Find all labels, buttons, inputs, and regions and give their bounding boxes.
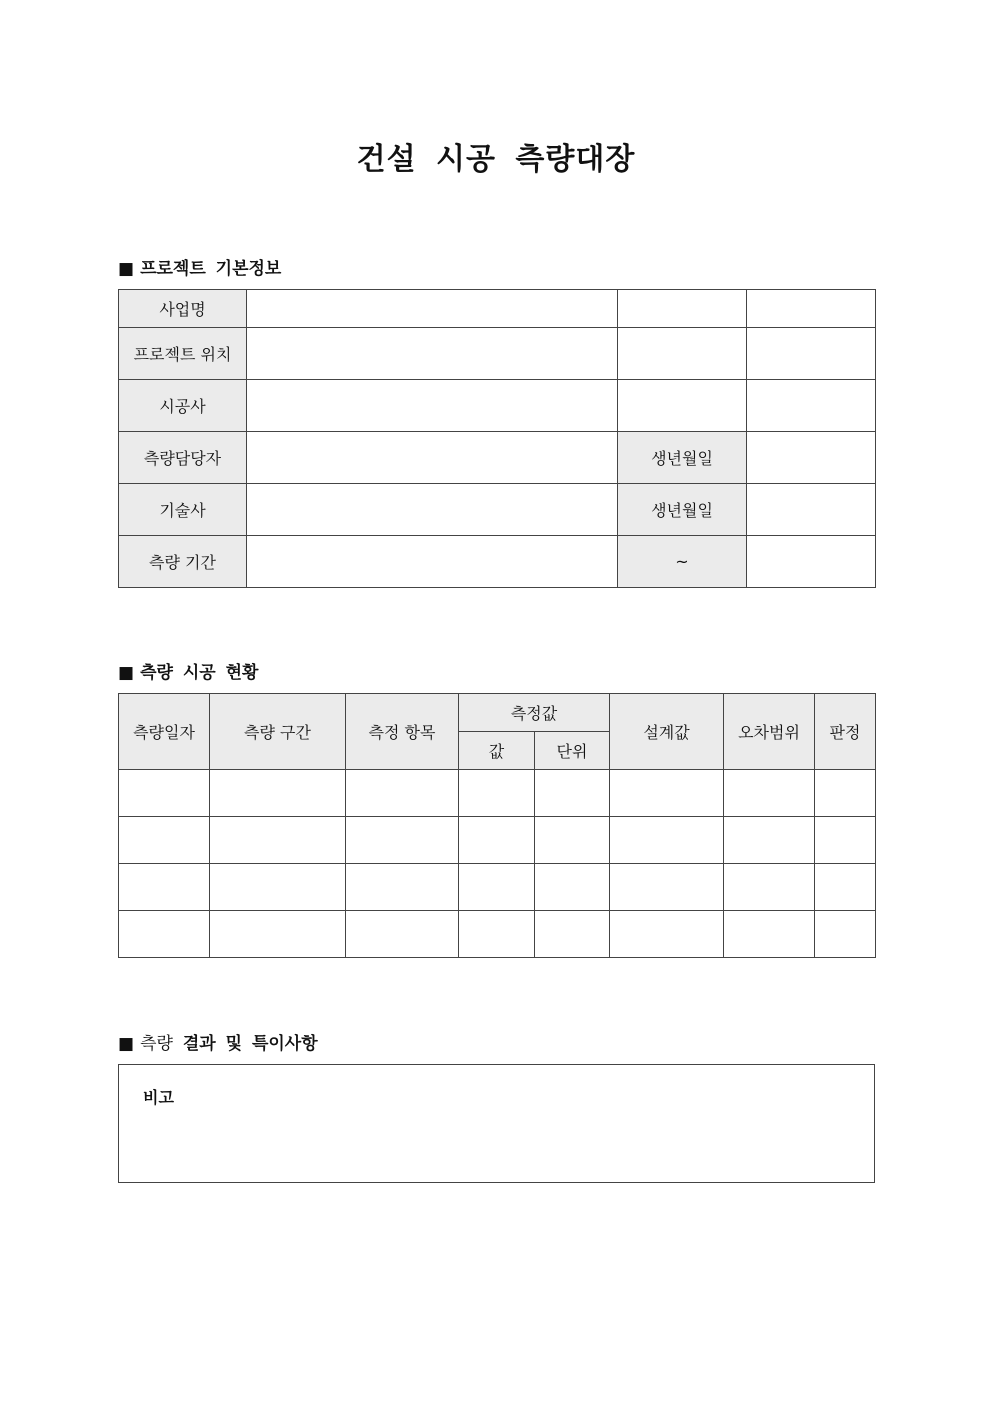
cell-design[interactable] bbox=[610, 770, 724, 817]
survey-status-table bbox=[118, 693, 876, 958]
cell-tolerance[interactable] bbox=[724, 770, 815, 817]
table-row bbox=[119, 911, 876, 958]
page-title: 건설 시공 측량대장 bbox=[356, 142, 636, 177]
table-row bbox=[119, 770, 876, 817]
cell-design[interactable] bbox=[610, 864, 724, 911]
cell-date[interactable] bbox=[119, 817, 210, 864]
header-tolerance: 오차범위 bbox=[724, 694, 815, 770]
value-project-location[interactable] bbox=[247, 328, 618, 380]
cell-section[interactable] bbox=[210, 770, 346, 817]
extra-label-cell bbox=[618, 380, 747, 432]
value-period-start[interactable] bbox=[247, 536, 618, 588]
cell-value[interactable] bbox=[459, 817, 535, 864]
header-value: 값 bbox=[459, 732, 535, 770]
label-project-name: 사업명 bbox=[119, 290, 247, 328]
cell-design[interactable] bbox=[610, 911, 724, 958]
header-date: 측량일자 bbox=[119, 694, 210, 770]
label-surveyor: 측량담당자 bbox=[119, 432, 247, 484]
cell-date[interactable] bbox=[119, 770, 210, 817]
cell-date[interactable] bbox=[119, 911, 210, 958]
header-judgment: 판정 bbox=[815, 694, 876, 770]
cell-tolerance[interactable] bbox=[724, 817, 815, 864]
info-row-project-name bbox=[119, 290, 876, 328]
value-surveyor-birthdate[interactable] bbox=[747, 432, 876, 484]
table-row bbox=[119, 864, 876, 911]
cell-unit[interactable] bbox=[535, 770, 610, 817]
header-design: 설계값 bbox=[610, 694, 724, 770]
cell-tolerance[interactable] bbox=[724, 864, 815, 911]
cell-value[interactable] bbox=[459, 864, 535, 911]
header-item: 측정 항목 bbox=[346, 694, 459, 770]
cell-date[interactable] bbox=[119, 864, 210, 911]
cell-judgment[interactable] bbox=[815, 817, 876, 864]
square-bullet-icon: ■ bbox=[118, 1034, 135, 1054]
label-survey-period: 측량 기간 bbox=[119, 536, 247, 588]
extra-value-cell[interactable] bbox=[747, 380, 876, 432]
value-project-name[interactable] bbox=[247, 290, 618, 328]
square-bullet-icon: ■ bbox=[118, 259, 135, 279]
extra-value-cell[interactable] bbox=[747, 290, 876, 328]
remarks-label: 비고 bbox=[143, 1088, 174, 1107]
cell-judgment[interactable] bbox=[815, 770, 876, 817]
section-heading-basic-info bbox=[118, 254, 281, 279]
value-surveyor[interactable] bbox=[247, 432, 618, 484]
header-section: 측량 구간 bbox=[210, 694, 346, 770]
extra-label-cell bbox=[618, 290, 747, 328]
cell-design[interactable] bbox=[610, 817, 724, 864]
cell-unit[interactable] bbox=[535, 864, 610, 911]
label-engineer-birthdate: 생년월일 bbox=[618, 484, 747, 536]
cell-item[interactable] bbox=[346, 770, 459, 817]
label-surveyor-birthdate: 생년월일 bbox=[618, 432, 747, 484]
extra-label-cell bbox=[618, 328, 747, 380]
cell-value[interactable] bbox=[459, 911, 535, 958]
info-row-survey-period bbox=[119, 536, 876, 588]
cell-section[interactable] bbox=[210, 911, 346, 958]
value-contractor[interactable] bbox=[247, 380, 618, 432]
section-heading-results bbox=[118, 1029, 318, 1054]
info-row-project-location bbox=[119, 328, 876, 380]
remarks-box[interactable] bbox=[118, 1064, 875, 1183]
label-project-location: 프로젝트 위치 bbox=[119, 328, 247, 380]
cell-section[interactable] bbox=[210, 864, 346, 911]
extra-value-cell[interactable] bbox=[747, 328, 876, 380]
label-contractor: 시공사 bbox=[119, 380, 247, 432]
header-measured: 측정값 bbox=[459, 694, 610, 732]
header-row bbox=[119, 694, 876, 732]
basic-info-table bbox=[118, 289, 876, 588]
value-engineer-birthdate[interactable] bbox=[747, 484, 876, 536]
cell-judgment[interactable] bbox=[815, 911, 876, 958]
cell-judgment[interactable] bbox=[815, 864, 876, 911]
info-row-surveyor bbox=[119, 432, 876, 484]
info-row-engineer bbox=[119, 484, 876, 536]
cell-item[interactable] bbox=[346, 817, 459, 864]
header-unit: 단위 bbox=[535, 732, 610, 770]
cell-value[interactable] bbox=[459, 770, 535, 817]
value-period-end[interactable] bbox=[747, 536, 876, 588]
cell-unit[interactable] bbox=[535, 817, 610, 864]
section-title-bold: 결과 및 특이사항 bbox=[182, 1034, 318, 1054]
label-engineer: 기술사 bbox=[119, 484, 247, 536]
section-title-light: 측량 bbox=[140, 1034, 173, 1054]
section-title: 프로젝트 기본정보 bbox=[140, 259, 282, 279]
cell-unit[interactable] bbox=[535, 911, 610, 958]
cell-section[interactable] bbox=[210, 817, 346, 864]
cell-tolerance[interactable] bbox=[724, 911, 815, 958]
section-title: 측량 시공 현황 bbox=[140, 663, 259, 683]
cell-item[interactable] bbox=[346, 864, 459, 911]
period-tilde: ~ bbox=[618, 536, 747, 588]
value-engineer[interactable] bbox=[247, 484, 618, 536]
table-row bbox=[119, 817, 876, 864]
square-bullet-icon: ■ bbox=[118, 663, 135, 683]
section-heading-status bbox=[118, 658, 258, 683]
cell-item[interactable] bbox=[346, 911, 459, 958]
info-row-contractor bbox=[119, 380, 876, 432]
